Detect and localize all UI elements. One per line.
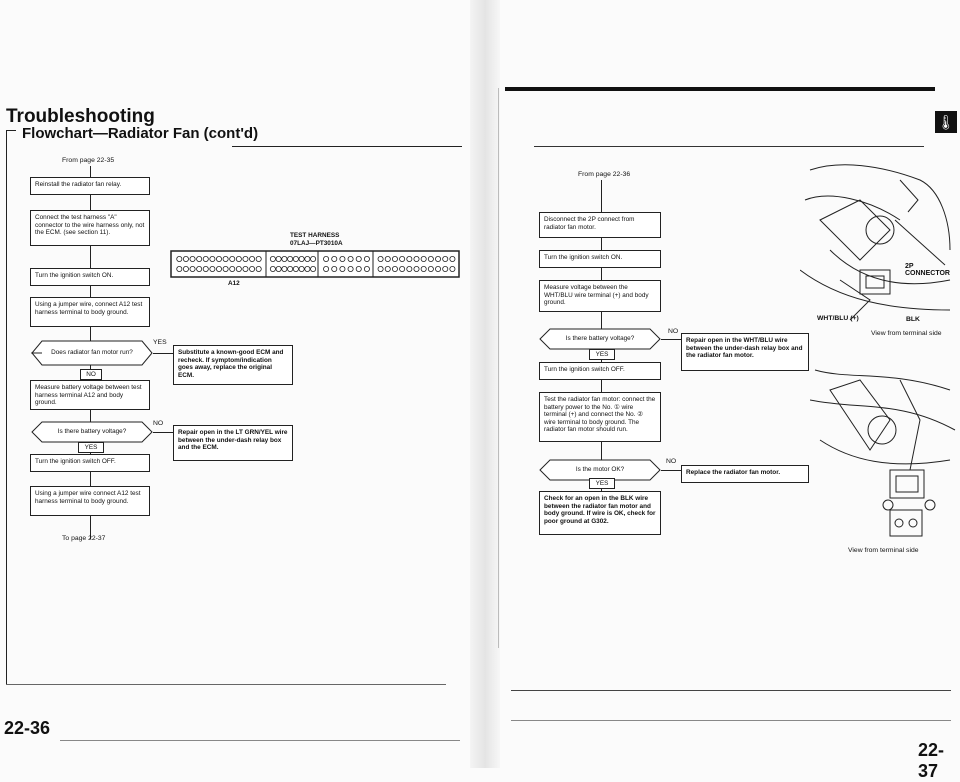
step-test-fan-motor: Test the radiator fan motor: connect the battery power to the No. ① wire terminal (+) and connect the No. ② wire terminal to body ground. The radiator fan motor should run. bbox=[539, 392, 661, 442]
step-ignition-on: Turn the ignition switch ON. bbox=[30, 268, 150, 286]
bottom-rule-right bbox=[511, 690, 951, 691]
wire-label-blk: BLK bbox=[906, 316, 920, 323]
yes-label-right-1: YES bbox=[589, 349, 615, 360]
result-replace-fan-motor: Replace the radiator fan motor. bbox=[681, 465, 809, 483]
no-branch-line-right bbox=[661, 339, 681, 340]
yes-branch-line bbox=[153, 353, 173, 354]
decision-fan-runs: Does radiator fan motor run? bbox=[51, 349, 133, 356]
terminal-a12-label: A12 bbox=[228, 280, 240, 287]
result-repair-ltgrn: Repair open in the LT GRN/YEL wire between the under-dash relay box and the ECM. bbox=[173, 425, 293, 461]
decision-battery-voltage: Is there battery voltage? bbox=[57, 428, 127, 435]
header-thick-rule bbox=[505, 87, 935, 91]
step-ignition-on-right: Turn the ignition switch ON. bbox=[539, 250, 661, 268]
step-jumper-a12: Using a jumper wire, connect A12 test harness terminal to body ground. bbox=[30, 297, 150, 327]
step-connect-harness: Connect the test harness "A" connector to the wire harness only, not the ECM. (see section 11). bbox=[30, 210, 150, 246]
yes-label-1: YES bbox=[153, 339, 167, 346]
title-rule bbox=[6, 130, 16, 131]
no-branch-line bbox=[153, 432, 173, 433]
no-label-2: NO bbox=[153, 420, 164, 427]
gutter-fold-line bbox=[498, 88, 499, 648]
decision-motor-ok: Is the motor OK? bbox=[575, 466, 625, 473]
connector-illustration-bottom bbox=[810, 360, 958, 540]
no-label-1: NO bbox=[80, 369, 102, 380]
step-measure-voltage: Measure battery voltage between test harness terminal A12 and body ground. bbox=[30, 380, 150, 410]
from-page-label-right: From page 22-36 bbox=[578, 171, 631, 178]
result-substitute-ecm: Substitute a known-good ECM and recheck. If symptom/indication goes away, replace the original ECM. bbox=[173, 345, 293, 385]
test-harness-connector bbox=[170, 250, 460, 278]
result-repair-wht-blu: Repair open in the WHT/BLU wire between the under-dash relay box and the radiator fan motor. bbox=[681, 333, 809, 371]
view-caption-bottom: View from terminal side bbox=[848, 547, 919, 554]
no-branch-line-right-2 bbox=[661, 470, 681, 471]
bottom-rule-left bbox=[6, 684, 446, 685]
connector-label: 2P CONNECTOR bbox=[905, 263, 950, 277]
yes-label-2: YES bbox=[78, 442, 104, 453]
step-ignition-off: Turn the ignition switch OFF. bbox=[30, 454, 150, 472]
page-number-left: 22-36 bbox=[4, 718, 51, 738]
wire-label-wht-blu: WHT/BLU (+) bbox=[817, 315, 859, 322]
subtitle-rule bbox=[232, 146, 462, 147]
harness-part-number: 07LAJ—PT3010A bbox=[290, 240, 343, 247]
connector-illustration-top bbox=[800, 160, 958, 330]
step-disconnect-2p: Disconnect the 2P connect from radiator fan motor. bbox=[539, 212, 661, 238]
no-label-right-2: NO bbox=[666, 458, 677, 465]
footer-rule-left bbox=[60, 740, 460, 741]
view-caption-top: View from terminal side bbox=[871, 330, 942, 337]
thermometer-icon: 🌡 bbox=[935, 111, 957, 133]
book-gutter bbox=[470, 0, 500, 768]
result-check-blk-wire: Check for an open in the BLK wire between the radiator fan motor and body ground. If wire is OK, check for poor ground at G302. bbox=[539, 491, 661, 535]
from-page-label: From page 22-35 bbox=[62, 157, 115, 164]
step-ignition-off-right: Turn the ignition switch OFF. bbox=[539, 362, 661, 380]
page-title: Troubleshooting bbox=[6, 106, 155, 127]
section-subtitle: Flowchart—Radiator Fan (cont'd) bbox=[22, 125, 259, 142]
page-number-right: 22-37 bbox=[918, 740, 945, 781]
decision-battery-voltage-right: Is there battery voltage? bbox=[565, 335, 635, 342]
harness-title: TEST HARNESS bbox=[290, 232, 340, 239]
no-label-right-1: NO bbox=[668, 328, 679, 335]
step-measure-wht-blu: Measure voltage between the WHT/BLU wire terminal (+) and body ground. bbox=[539, 280, 661, 312]
step-jumper-a12-again: Using a jumper wire connect A12 test harness terminal to body ground. bbox=[30, 486, 150, 516]
footer-rule-right bbox=[511, 720, 951, 721]
to-page-label: To page 22-37 bbox=[62, 535, 106, 542]
left-frame-line bbox=[6, 130, 7, 684]
header-thin-rule bbox=[534, 146, 924, 147]
step-reinstall-relay: Reinstall the radiator fan relay. bbox=[30, 177, 150, 195]
yes-label-right-2: YES bbox=[589, 478, 615, 489]
